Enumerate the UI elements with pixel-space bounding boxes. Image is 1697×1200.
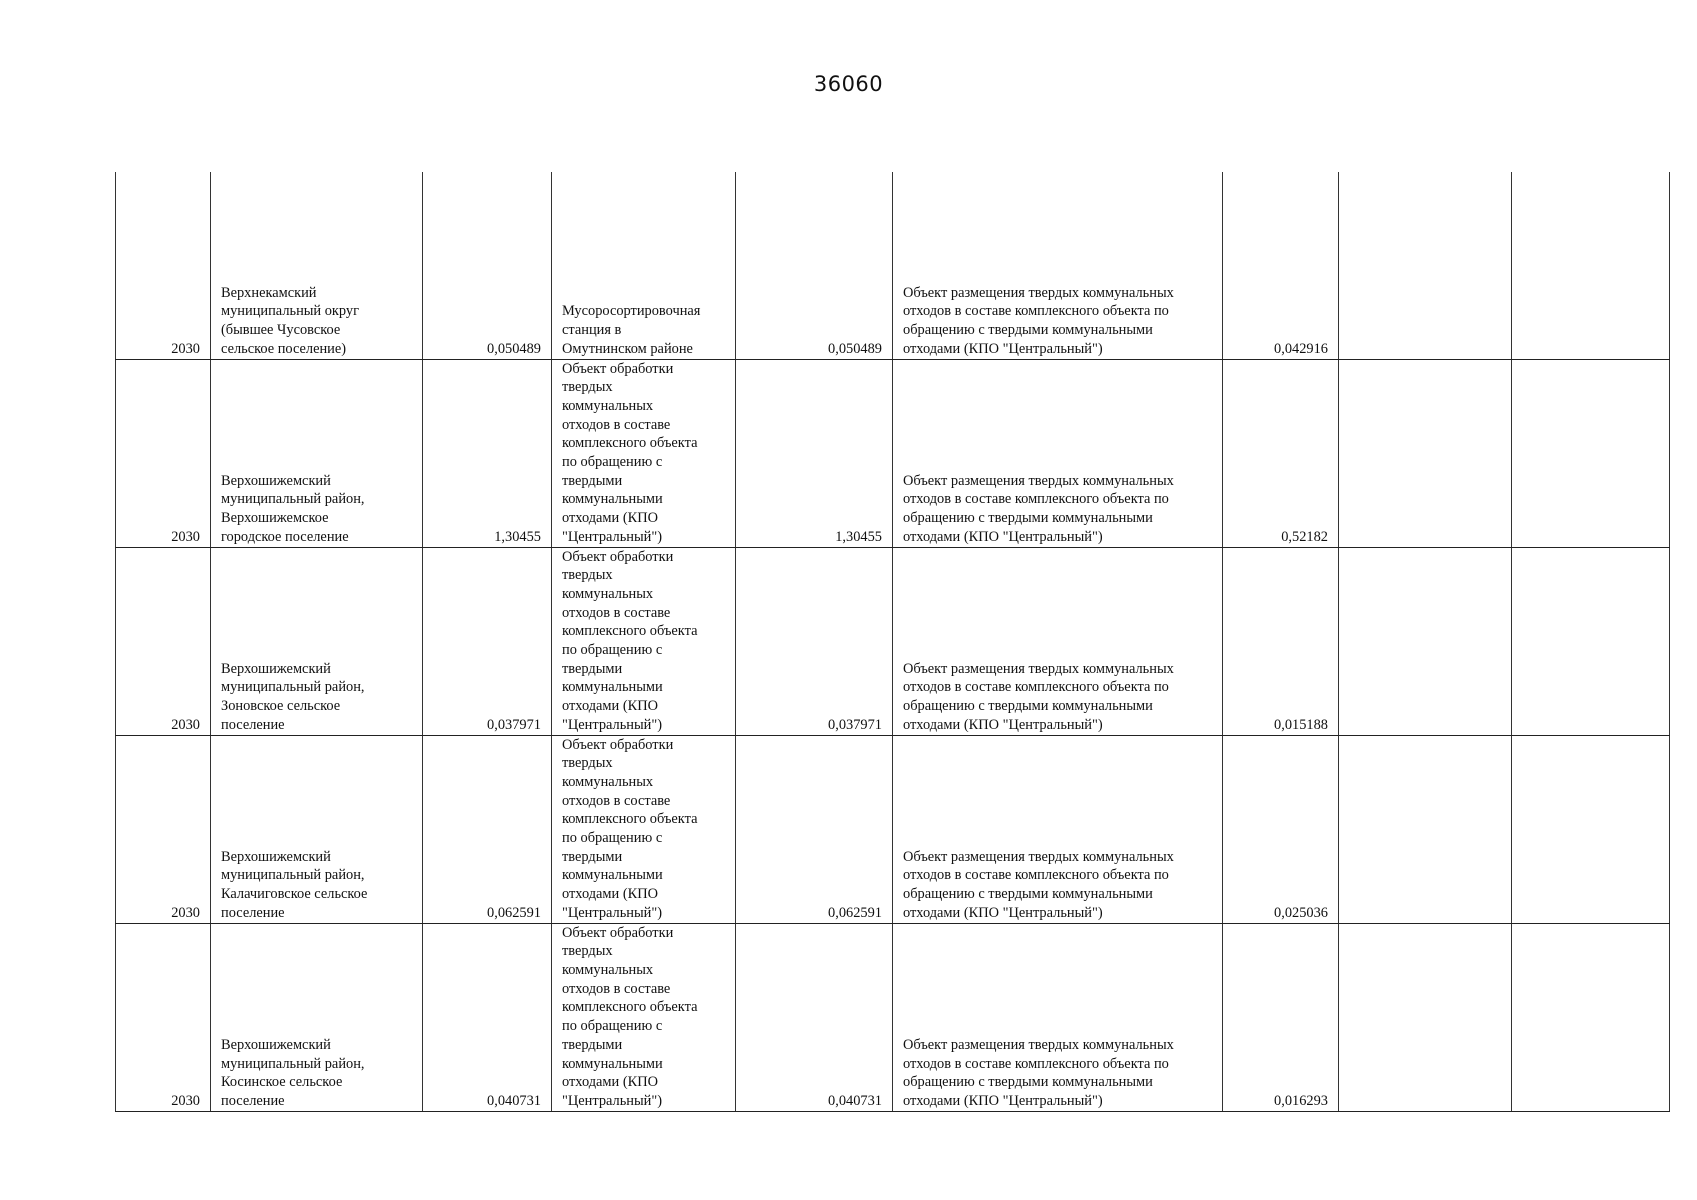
value-1-cell: 1,30455 xyxy=(423,359,552,547)
value-3-cell: 0,042916 xyxy=(1223,172,1339,359)
table-row xyxy=(116,547,1670,735)
municipality-cell: Верхошижемский муниципальный район, Верхошижемское городское поселение xyxy=(211,359,423,547)
extra-2-cell xyxy=(1512,172,1670,359)
extra-1-cell xyxy=(1339,172,1512,359)
destination-cell: Объект размещения твердых коммунальных отходов в составе комплексного объекта по обращению с твердыми коммунальными отходами (КПО "Центральный") xyxy=(893,735,1223,923)
extra-1-cell xyxy=(1339,735,1512,923)
year-cell: 2030 xyxy=(116,547,211,735)
destination-cell: Объект размещения твердых коммунальных отходов в составе комплексного объекта по обращению с твердыми коммунальными отходами (КПО "Центральный") xyxy=(893,172,1223,359)
destination-cell: Объект размещения твердых коммунальных отходов в составе комплексного объекта по обращению с твердыми коммунальными отходами (КПО "Центральный") xyxy=(893,359,1223,547)
value-2-cell: 0,062591 xyxy=(736,735,893,923)
table-row xyxy=(116,359,1670,547)
year-cell: 2030 xyxy=(116,359,211,547)
year-cell: 2030 xyxy=(116,735,211,923)
municipality-cell: Верхошижемский муниципальный район, Косинское сельское поселение xyxy=(211,923,423,1111)
value-1-cell: 0,037971 xyxy=(423,547,552,735)
extra-2-cell xyxy=(1512,923,1670,1111)
value-2-cell: 1,30455 xyxy=(736,359,893,547)
destination-cell: Объект размещения твердых коммунальных отходов в составе комплексного объекта по обращению с твердыми коммунальными отходами (КПО "Центральный") xyxy=(893,923,1223,1111)
table-row xyxy=(116,923,1670,1111)
municipality-cell: Верхнекамский муниципальный округ (бывшее Чусовское сельское поселение) xyxy=(211,172,423,359)
value-3-cell: 0,016293 xyxy=(1223,923,1339,1111)
facility-cell: Мусоросортировочная станция в Омутнинском районе xyxy=(552,172,736,359)
page-number: 36060 xyxy=(813,72,884,96)
destination-cell: Объект размещения твердых коммунальных отходов в составе комплексного объекта по обращению с твердыми коммунальными отходами (КПО "Центральный") xyxy=(893,547,1223,735)
table-row xyxy=(116,172,1670,359)
value-3-cell: 0,52182 xyxy=(1223,359,1339,547)
extra-1-cell xyxy=(1339,359,1512,547)
value-2-cell: 0,037971 xyxy=(736,547,893,735)
extra-2-cell xyxy=(1512,547,1670,735)
table-row xyxy=(116,735,1670,923)
value-1-cell: 0,062591 xyxy=(423,735,552,923)
extra-1-cell xyxy=(1339,547,1512,735)
value-1-cell: 0,040731 xyxy=(423,923,552,1111)
facility-cell: Объект обработки твердых коммунальных отходов в составе комплексного объекта по обращению с твердыми коммунальными отходами (КПО "Центральный") xyxy=(552,547,736,735)
year-cell: 2030 xyxy=(116,923,211,1111)
value-3-cell: 0,025036 xyxy=(1223,735,1339,923)
value-2-cell: 0,050489 xyxy=(736,172,893,359)
value-2-cell: 0,040731 xyxy=(736,923,893,1111)
extra-1-cell xyxy=(1339,923,1512,1111)
value-3-cell: 0,015188 xyxy=(1223,547,1339,735)
value-1-cell: 0,050489 xyxy=(423,172,552,359)
extra-2-cell xyxy=(1512,359,1670,547)
municipality-cell: Верхошижемский муниципальный район, Зоновское сельское поселение xyxy=(211,547,423,735)
facility-cell: Объект обработки твердых коммунальных отходов в составе комплексного объекта по обращению с твердыми коммунальными отходами (КПО "Центральный") xyxy=(552,735,736,923)
year-cell: 2030 xyxy=(116,172,211,359)
municipality-cell: Верхошижемский муниципальный район, Калачиговское сельское поселение xyxy=(211,735,423,923)
facility-cell: Объект обработки твердых коммунальных отходов в составе комплексного объекта по обращению с твердыми коммунальными отходами (КПО "Центральный") xyxy=(552,359,736,547)
extra-2-cell xyxy=(1512,735,1670,923)
facility-cell: Объект обработки твердых коммунальных отходов в составе комплексного объекта по обращению с твердыми коммунальными отходами (КПО "Центральный") xyxy=(552,923,736,1111)
waste-flow-table xyxy=(115,172,1670,1112)
